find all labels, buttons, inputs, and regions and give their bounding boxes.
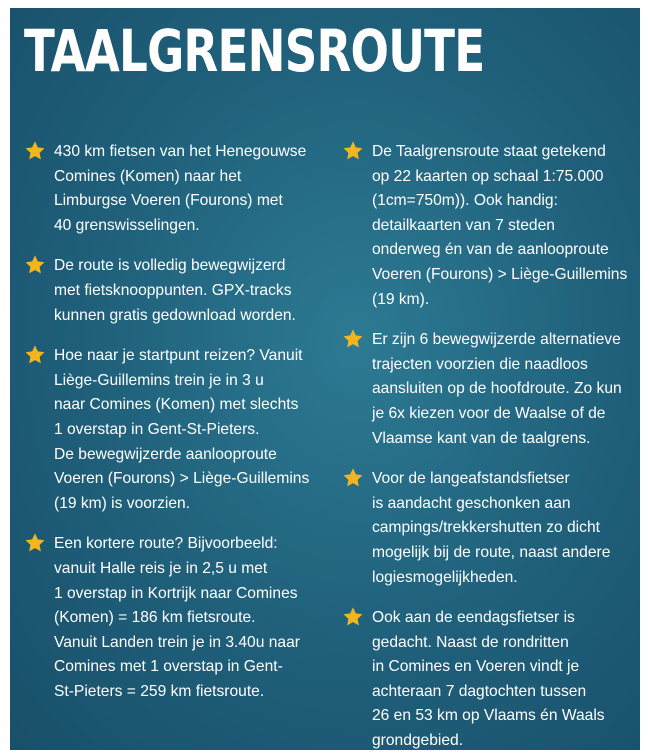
page-title: TAALGRENSROUTE — [24, 17, 485, 85]
list-item-text: De Taalgrensroute staat getekend op 22 kaarten op schaal 1:75.000 (1cm=750m)). Ook handig: detailkaarten van 7 steden onderweg én van de aanlooproute Voeren (Fourons) > Liège-Guillemins (19 km). — [372, 143, 628, 308]
list-item-text: Een kortere route? Bijvoorbeeld: vanuit Halle reis je in 2,5 u met 1 overstap in Kortrijk naar Comines (Komen) = 186 km fietsroute. Vanuit Landen trein je in 3.40u naar Comines met 1 overstap in Gent- St-Pieters = 259 km fietsroute. — [54, 535, 300, 700]
list-item-text: Hoe naar je startpunt reizen? Vanuit Liège-Guillemins trein je in 3 u naar Comines (Komen) met slechts 1 overstap in Gent-St-Pieters. De bewegwijzerde aanlooproute Voeren (Fourons) > Liège-Guillemins (19 km) is voorzien. — [54, 347, 310, 512]
list-item-text: Er zijn 6 bewegwijzerde alternatieve trajecten voorzien die naadloos aansluiten op de hoofdroute. Zo kun je 6x kiezen voor de Waalse of de Vlaamse kant van de taalgrens. — [372, 331, 622, 447]
star-icon — [24, 344, 46, 366]
star-icon — [342, 606, 364, 628]
list-item — [24, 254, 330, 328]
star-icon — [24, 254, 46, 276]
info-panel — [10, 8, 640, 750]
star-icon — [342, 467, 364, 489]
star-icon — [24, 140, 46, 162]
list-item — [342, 606, 638, 750]
star-icon — [24, 532, 46, 554]
list-item-text: 430 km fietsen van het Henegouwse Comines (Komen) naar het Limburgse Voeren (Fourons) met 40 grenswisselingen. — [54, 143, 307, 234]
list-item — [24, 532, 330, 704]
star-icon — [342, 328, 364, 350]
list-item — [24, 344, 330, 516]
list-item — [342, 328, 638, 451]
star-icon — [342, 140, 364, 162]
right-column — [342, 140, 638, 750]
list-item-text: Ook aan de eendagsfietser is gedacht. Naast de rondritten in Comines en Voeren vindt je achteraan 7 dagtochten tussen 26 en 53 km op Vlaams én Waals grondgebied. — [372, 609, 605, 750]
list-item — [24, 140, 330, 238]
left-column — [24, 140, 330, 720]
list-item — [342, 140, 638, 312]
list-item-text: De route is volledig bewegwijzerd met fietsknooppunten. GPX-tracks kunnen gratis gedownload worden. — [54, 257, 296, 324]
list-item-text: Voor de langeafstandsfietser is aandacht geschonken aan campings/trekkershutten zo dicht mogelijk bij de route, naast andere logiesmogelijkheden. — [372, 470, 611, 586]
list-item — [342, 467, 638, 590]
